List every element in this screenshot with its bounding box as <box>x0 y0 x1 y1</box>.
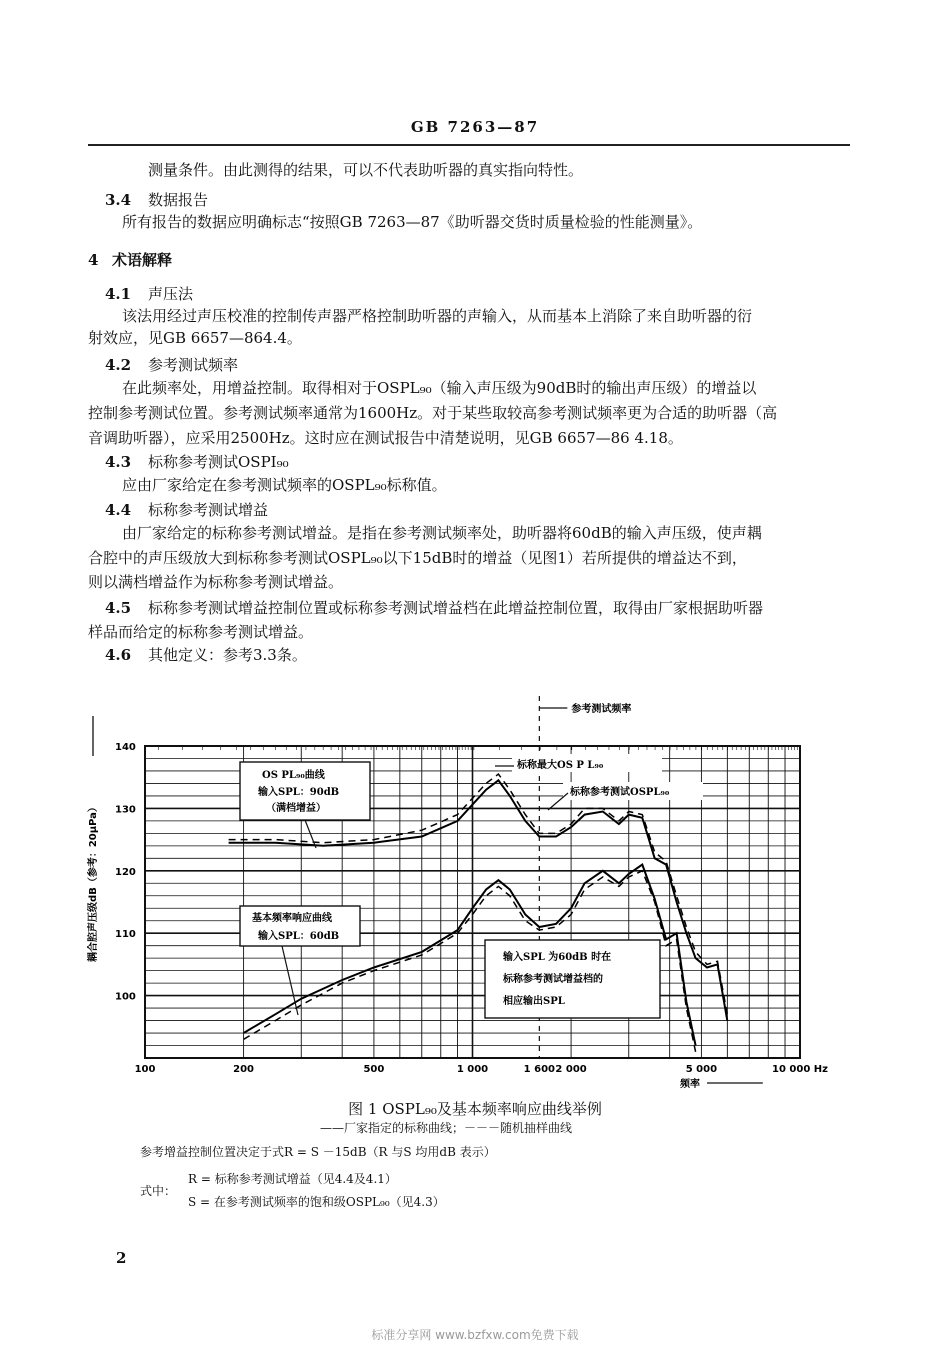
ref-frequency-label: 参考测试频率 <box>571 704 632 715</box>
figure-caption-title: 图 1 OSPL₉₀及基本频率响应曲线举例 <box>348 1100 602 1118</box>
section-4-5-line2: 样品而给定的标称参考测试增益。 <box>88 623 314 641</box>
x-tick-label: 2 000 <box>555 1064 587 1075</box>
section-4-2-line1: 在此频率处，用增益控制。取得相对于OSPL₉₀（输入声压级为90dB时的输出声压级）的增益以 <box>122 379 757 397</box>
max-ospl-label: 标称最大OS P L₉₀ <box>517 760 604 771</box>
output-spl-line2: 标称参考测试增益档的 <box>503 974 603 985</box>
section-4-2-line2: 控制参考测试位置。参考测试频率通常为1600Hz。对于某些取较高参考测试频率更为合适的助听器（高 <box>88 404 778 422</box>
y-tick-label: 120 <box>115 866 136 878</box>
section-3-4-number: 3.4 <box>105 191 132 209</box>
y-tick-label: 140 <box>115 742 136 753</box>
section-4-6-number: 4.6 <box>105 646 132 664</box>
section-4-2-line3: 音调助听器），应采用2500Hz。这时应在测试报告中清楚说明，见GB 6657—86 4.18。 <box>88 429 683 447</box>
ospl-label-gain: （满档增益） <box>266 803 326 814</box>
section-3-4-text: 所有报告的数据应明确标志“按照GB 7263—87《助听器交货时质量检验的性能测量》。 <box>122 213 703 231</box>
x-axis-label: 频率 <box>679 1079 700 1090</box>
formula-s-definition: S = 在参考测试频率的饱和级OSPL₉₀（见4.3） <box>188 1195 445 1209</box>
page-number: 2 <box>116 1249 127 1267</box>
chart-grid <box>145 696 800 1058</box>
section-4-title: 术语解释 <box>112 251 173 269</box>
section-4-1-number: 4.1 <box>105 285 132 303</box>
formula-r-definition: R = 标称参考测试增益（见4.4及4.1） <box>188 1172 397 1186</box>
section-4-2-title: 参考测试频率 <box>148 356 239 374</box>
x-tick-label: 1 000 <box>456 1064 489 1075</box>
section-4-1-line2: 射效应，见GB 6657—864.4。 <box>88 329 302 347</box>
section-4-4-number: 4.4 <box>105 501 132 519</box>
x-tick-label: 100 <box>134 1064 156 1075</box>
section-4-5-line1: 标称参考测试增益控制位置或标称参考测试增益档在此增益控制位置，取得由厂家根据助听器 <box>148 599 764 617</box>
section-4-4-title: 标称参考测试增益 <box>148 501 269 519</box>
section-4-4-line2: 合腔中的声压级放大到标称参考测试OSPL₉₀以下15dB时的增益（见图1）若所提供的增益达不到， <box>88 549 747 567</box>
x-tick-label: 200 <box>233 1064 255 1075</box>
ospl-label-title: OS PL₉₀曲线 <box>262 770 325 781</box>
page-header: GB 7263—87 <box>410 118 540 136</box>
ref-ospl-label: 标称参考测试OSPL₉₀ <box>570 787 670 798</box>
x-tick-label: 1 600 <box>523 1064 556 1075</box>
section-4-1-line1: 该法用经过声压校准的控制传声器严格控制助听器的声输入，从而基本上消除了来自助听器的衍 <box>122 307 753 325</box>
footer-watermark: 标准分享网 www.bzfxw.com免费下载 <box>371 1328 579 1342</box>
figure-caption-legend: ——厂家指定的标称曲线；－－－随机抽样曲线 <box>320 1121 573 1135</box>
section-4-6-title: 其他定义：参考3.3条。 <box>148 646 307 664</box>
output-spl-line3: 相应输出SPL <box>503 996 565 1007</box>
x-tick-label: 500 <box>363 1064 385 1075</box>
output-spl-line1: 输入SPL 为60dB 时在 <box>503 952 612 963</box>
formula-text: 参考增益控制位置决定于式R = S －15dB（R 与S 均用dB 表示） <box>140 1145 496 1159</box>
y-tick-label: 110 <box>115 929 136 941</box>
x-tick-label: 10 000 Hz <box>772 1064 828 1075</box>
section-4-4-line1: 由厂家给定的标称参考测试增益。是指在参考测试频率处，助听器将60dB的输入声压级，使声耦 <box>122 524 762 542</box>
ospl-label-input: 输入SPL：90dB <box>258 787 340 798</box>
section-4-3-title: 标称参考测试OSPI₉₀ <box>148 453 289 471</box>
section-4-5-number: 4.5 <box>105 599 132 617</box>
section-4-3-number: 4.3 <box>105 453 132 471</box>
y-axis-label: 耦合腔声压级dB（参考：20μPa） <box>88 802 99 962</box>
section-4-3-line1: 应由厂家给定在参考测试频率的OSPL₉₀标称值。 <box>122 476 447 494</box>
y-tick-label: 130 <box>115 804 136 816</box>
section-4-number: 4 <box>88 251 99 269</box>
basic-label-title: 基本频率响应曲线 <box>252 913 332 924</box>
x-tick-label: 5 000 <box>685 1064 718 1075</box>
paragraph-p1: 测量条件。由此测得的结果，可以不代表助听器的真实指向特性。 <box>148 161 584 179</box>
formula-where: 式中： <box>140 1184 177 1198</box>
basic-label-input: 输入SPL：60dB <box>258 931 340 942</box>
section-4-1-title: 声压法 <box>148 285 194 303</box>
section-4-2-number: 4.2 <box>105 356 132 374</box>
section-4-4-line3: 则以满档增益作为标称参考测试增益。 <box>88 573 344 591</box>
y-tick-label: 100 <box>115 991 136 1003</box>
section-3-4-title: 数据报告 <box>148 191 209 209</box>
